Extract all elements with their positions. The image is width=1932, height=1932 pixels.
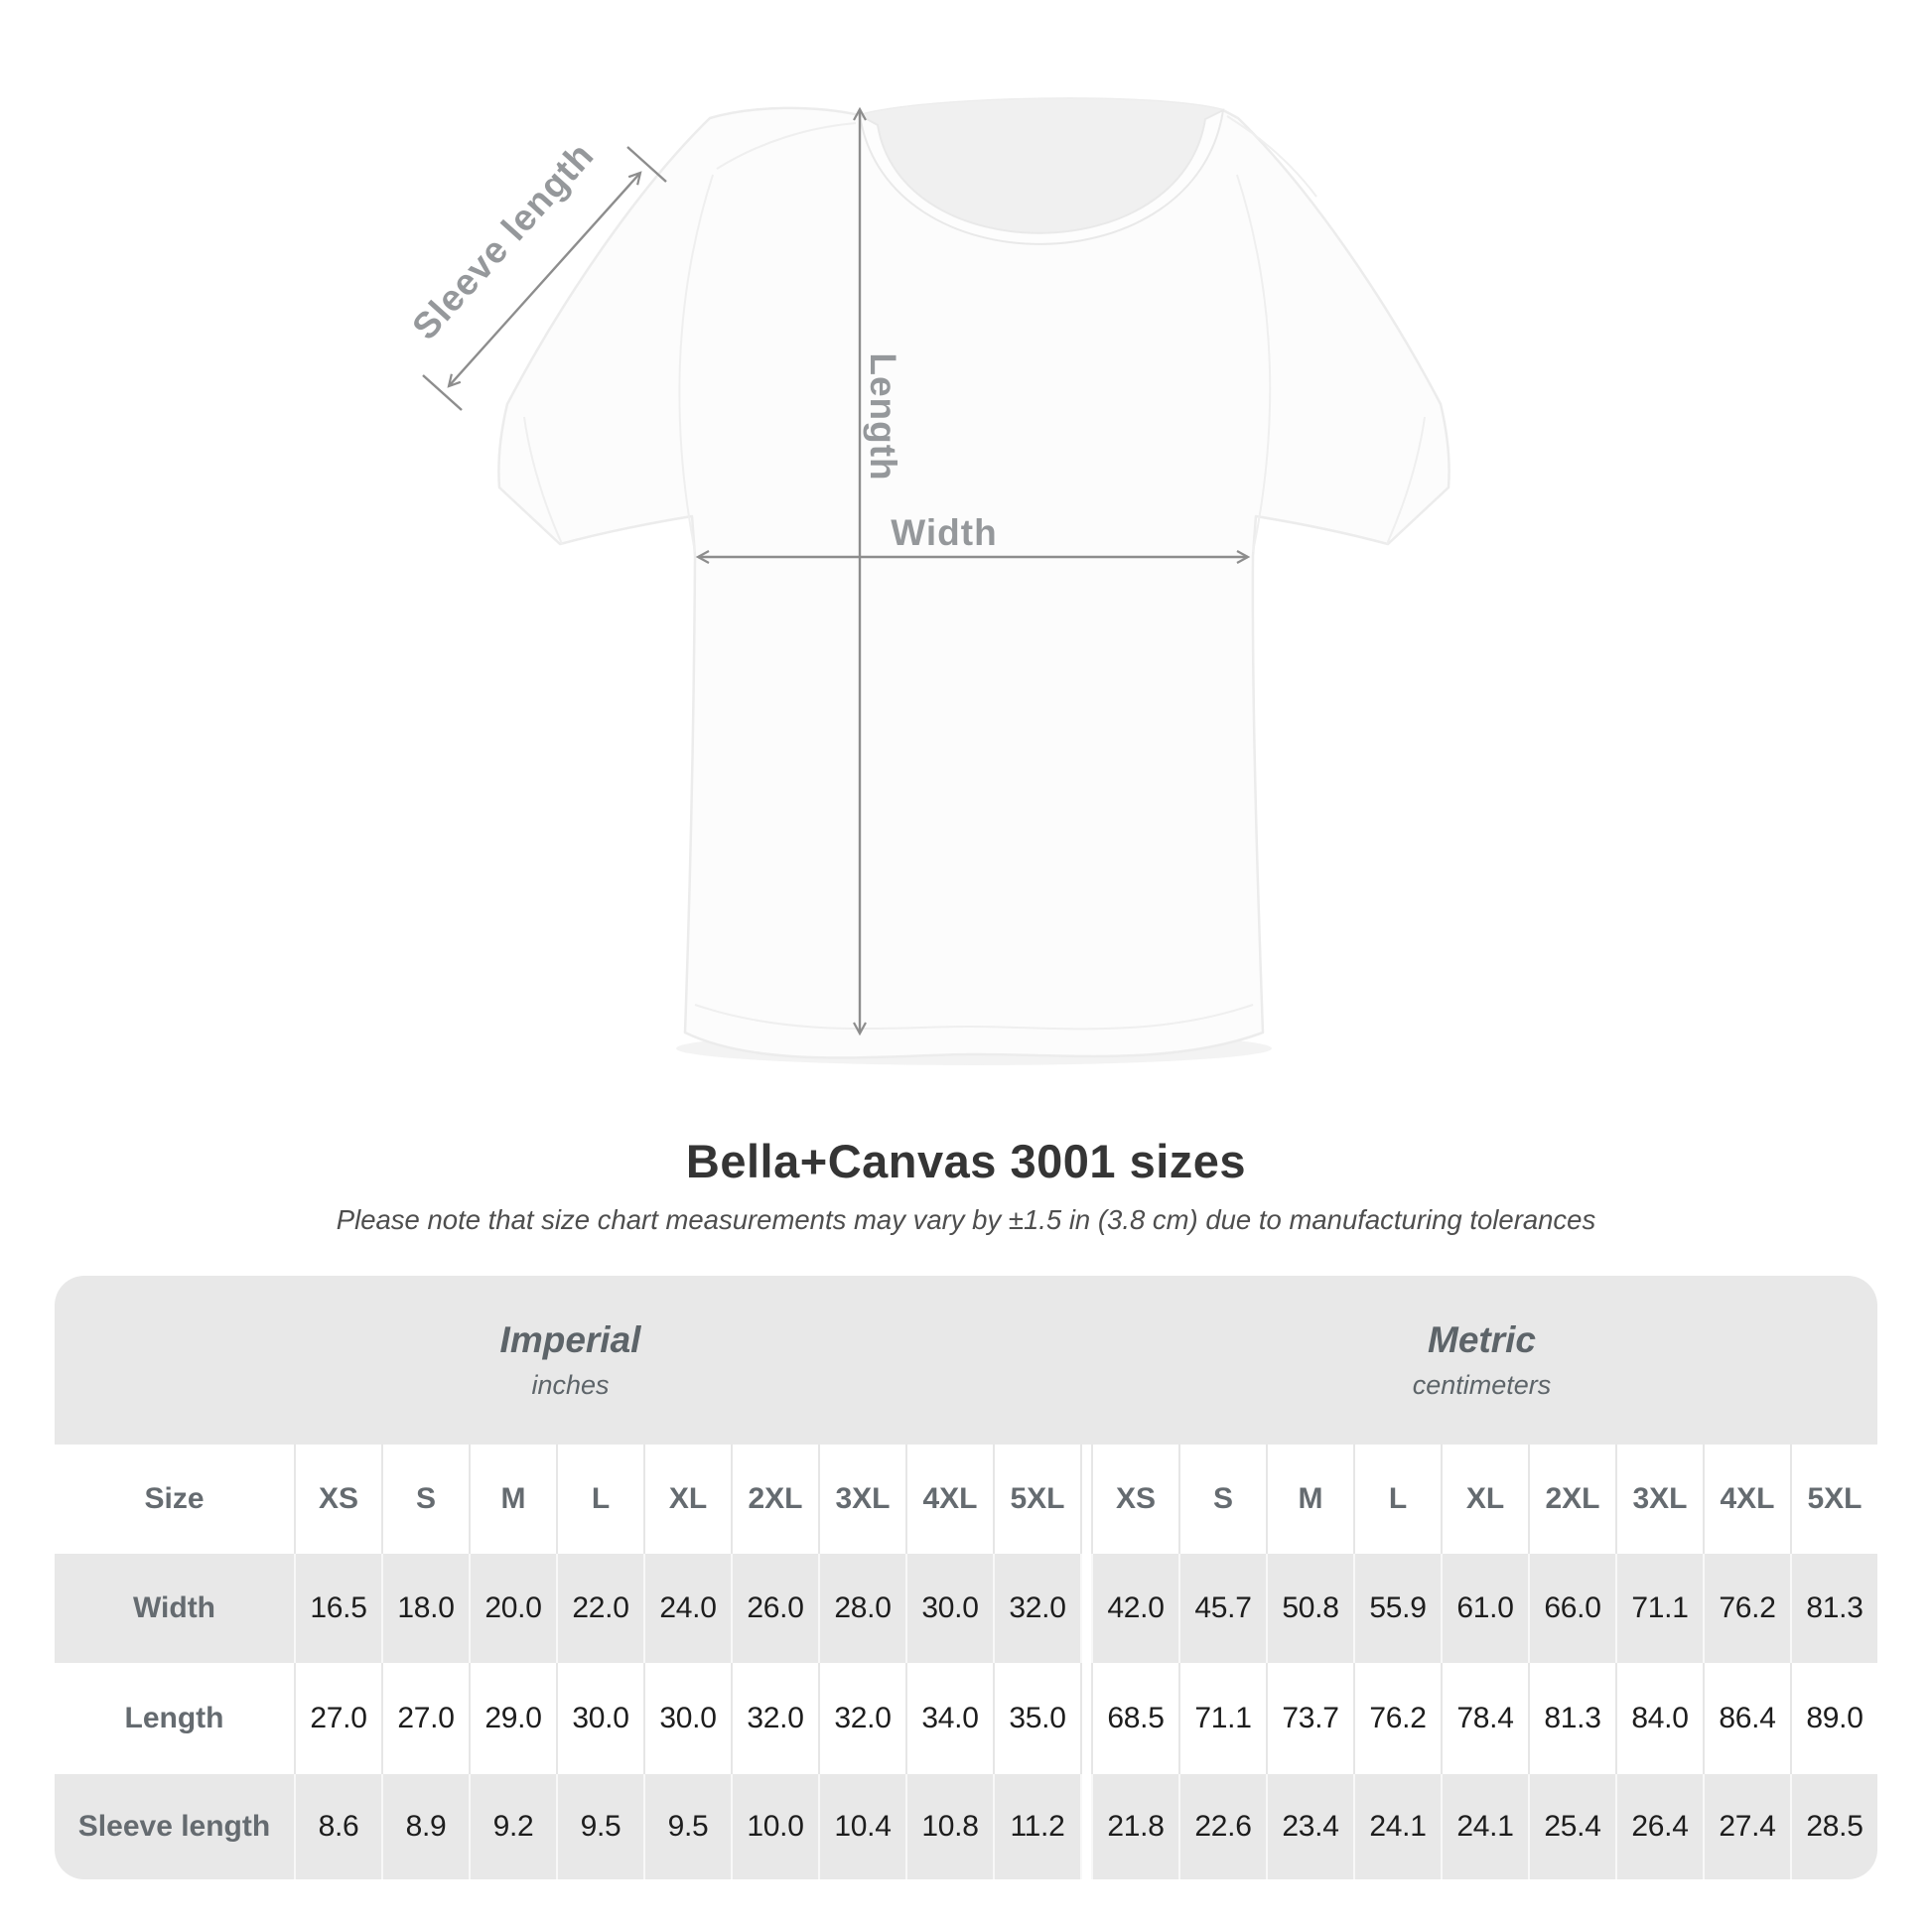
length-metric-xs: 68.5	[1091, 1663, 1178, 1774]
width-metric-xl: 61.0	[1441, 1554, 1528, 1663]
sleeve-imperial-xs: 8.6	[294, 1774, 381, 1879]
length-imperial-l: 30.0	[556, 1663, 643, 1774]
sleeve-metric-m: 23.4	[1266, 1774, 1353, 1879]
length-metric-xl: 78.4	[1441, 1663, 1528, 1774]
width-imperial-4xl: 30.0	[905, 1554, 993, 1663]
width-imperial-3xl: 28.0	[818, 1554, 905, 1663]
metric-size-l: L	[1353, 1445, 1441, 1554]
sleeve-imperial-xl: 9.5	[643, 1774, 731, 1879]
width-imperial-xs: 16.5	[294, 1554, 381, 1663]
width-label: Width	[891, 512, 998, 553]
unit-divider	[1080, 1663, 1091, 1774]
metric-size-5xl: 5XL	[1790, 1445, 1877, 1554]
imperial-size-m: M	[469, 1445, 556, 1554]
unit-divider	[1080, 1445, 1091, 1554]
length-imperial-xl: 30.0	[643, 1663, 731, 1774]
size-header-row	[55, 1445, 1877, 1554]
length-imperial-m: 29.0	[469, 1663, 556, 1774]
length-imperial-5xl: 35.0	[993, 1663, 1080, 1774]
width-metric-2xl: 66.0	[1528, 1554, 1615, 1663]
length-metric-s: 71.1	[1178, 1663, 1266, 1774]
width-metric-m: 50.8	[1266, 1554, 1353, 1663]
sleeve-metric-2xl: 25.4	[1528, 1774, 1615, 1879]
row-label-length: Length	[124, 1702, 224, 1734]
unit-divider	[1080, 1554, 1091, 1663]
width-metric-s: 45.7	[1178, 1554, 1266, 1663]
metric-section-header	[1086, 1276, 1877, 1445]
sleeve-imperial-s: 8.9	[381, 1774, 469, 1879]
sleeve-metric-3xl: 26.4	[1615, 1774, 1703, 1879]
page-title: Bella+Canvas 3001 sizes	[685, 1135, 1247, 1187]
sleeve-imperial-m: 9.2	[469, 1774, 556, 1879]
length-metric-2xl: 81.3	[1528, 1663, 1615, 1774]
tshirt-body	[498, 98, 1449, 1057]
width-imperial-2xl: 26.0	[731, 1554, 818, 1663]
imperial-size-s: S	[381, 1445, 469, 1554]
sleeve-metric-xs: 21.8	[1091, 1774, 1178, 1879]
sleeve-metric-xl: 24.1	[1441, 1774, 1528, 1879]
sleeve-imperial-4xl: 10.8	[905, 1774, 993, 1879]
sleeve-imperial-2xl: 10.0	[731, 1774, 818, 1879]
table-row-length	[55, 1663, 1877, 1774]
imperial-size-3xl: 3XL	[818, 1445, 905, 1554]
length-metric-5xl: 89.0	[1790, 1663, 1877, 1774]
row-label-width: Width	[132, 1591, 216, 1624]
metric-size-xl: XL	[1441, 1445, 1528, 1554]
imperial-section-header	[55, 1276, 1086, 1445]
sleeve-length-label: Sleeve length	[404, 134, 603, 347]
sleeve-imperial-5xl: 11.2	[993, 1774, 1080, 1879]
metric-size-s: S	[1178, 1445, 1266, 1554]
unit-divider	[1080, 1774, 1091, 1879]
width-metric-3xl: 71.1	[1615, 1554, 1703, 1663]
sleeve-metric-l: 24.1	[1353, 1774, 1441, 1879]
width-metric-4xl: 76.2	[1703, 1554, 1790, 1663]
imperial-size-xl: XL	[643, 1445, 731, 1554]
tolerance-note: Please note that size chart measurements may vary by ±1.5 in (3.8 cm) due to manufacturing tolerances	[336, 1204, 1596, 1235]
length-metric-l: 76.2	[1353, 1663, 1441, 1774]
metric-size-2xl: 2XL	[1528, 1445, 1615, 1554]
width-imperial-m: 20.0	[469, 1554, 556, 1663]
size-corner-label: Size	[144, 1482, 205, 1515]
unit-band	[55, 1276, 1877, 1445]
width-metric-l: 55.9	[1353, 1554, 1441, 1663]
length-imperial-xs: 27.0	[294, 1663, 381, 1774]
imperial-size-5xl: 5XL	[993, 1445, 1080, 1554]
length-imperial-s: 27.0	[381, 1663, 469, 1774]
imperial-unit: inches	[531, 1370, 610, 1400]
sleeve-imperial-l: 9.5	[556, 1774, 643, 1879]
length-metric-m: 73.7	[1266, 1663, 1353, 1774]
imperial-size-xs: XS	[294, 1445, 381, 1554]
metric-unit: centimeters	[1412, 1370, 1552, 1400]
metric-size-xs: XS	[1091, 1445, 1178, 1554]
heading-section	[0, 1134, 1932, 1236]
sleeve-imperial-3xl: 10.4	[818, 1774, 905, 1879]
sleeve-arrow-tick-bottom	[423, 375, 462, 410]
imperial-size-2xl: 2XL	[731, 1445, 818, 1554]
width-imperial-xl: 24.0	[643, 1554, 731, 1663]
length-imperial-4xl: 34.0	[905, 1663, 993, 1774]
metric-size-4xl: 4XL	[1703, 1445, 1790, 1554]
metric-label: Metric	[1428, 1319, 1536, 1360]
width-metric-xs: 42.0	[1091, 1554, 1178, 1663]
length-metric-4xl: 86.4	[1703, 1663, 1790, 1774]
metric-size-m: M	[1266, 1445, 1353, 1554]
width-imperial-l: 22.0	[556, 1554, 643, 1663]
table-row-width	[55, 1554, 1877, 1663]
length-imperial-3xl: 32.0	[818, 1663, 905, 1774]
imperial-size-l: L	[556, 1445, 643, 1554]
metric-size-3xl: 3XL	[1615, 1445, 1703, 1554]
imperial-size-4xl: 4XL	[905, 1445, 993, 1554]
sleeve-metric-s: 22.6	[1178, 1774, 1266, 1879]
width-imperial-5xl: 32.0	[993, 1554, 1080, 1663]
sleeve-arrow-tick-top	[627, 147, 666, 182]
row-label-sleeve-length: Sleeve length	[77, 1810, 271, 1843]
width-imperial-s: 18.0	[381, 1554, 469, 1663]
sleeve-metric-5xl: 28.5	[1790, 1774, 1877, 1879]
imperial-label: Imperial	[499, 1319, 641, 1360]
length-label: Length	[863, 352, 903, 482]
length-imperial-2xl: 32.0	[731, 1663, 818, 1774]
sleeve-metric-4xl: 27.4	[1703, 1774, 1790, 1879]
width-metric-5xl: 81.3	[1790, 1554, 1877, 1663]
size-table	[55, 1276, 1877, 1879]
table-row-sleeve-length	[55, 1774, 1877, 1879]
length-metric-3xl: 84.0	[1615, 1663, 1703, 1774]
